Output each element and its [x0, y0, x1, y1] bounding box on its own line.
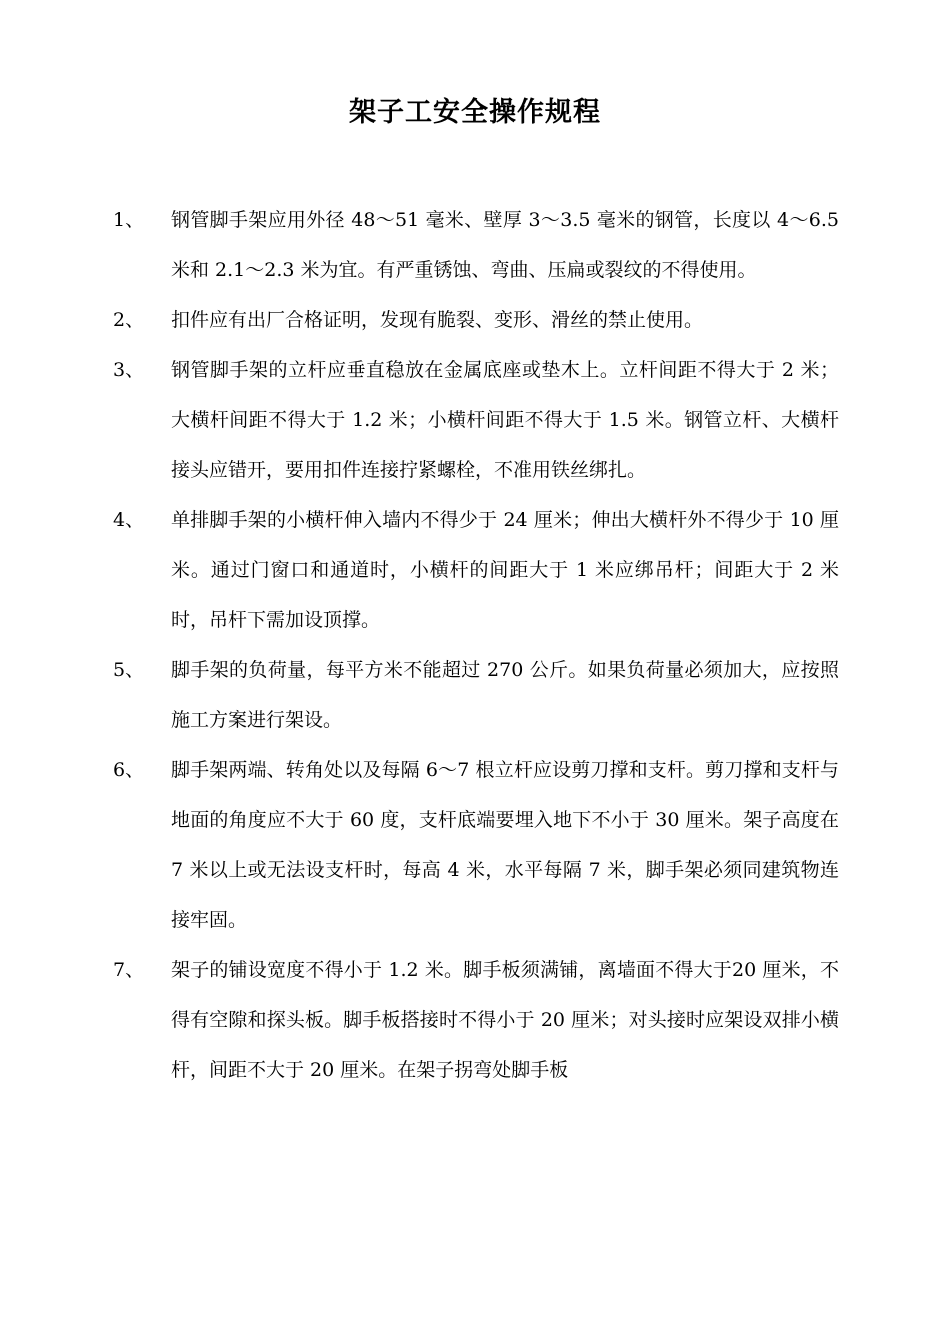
- rule-number: 1、: [113, 209, 145, 231]
- rule-item-5: [0, 645, 950, 745]
- rule-item-6: [0, 745, 950, 945]
- rule-text: 架子的铺设宽度不得小于 1.2 米。脚手板须满铺，离墙面不得大于20 厘米，不得有空隙和探头板。脚手板搭接时不得小于 20 厘米；对头接时应架设双排小横杆，间距不大于 20 厘米。在架子拐弯处脚手板: [171, 959, 839, 1081]
- rules-list: [0, 195, 950, 1095]
- rule-item-4: [0, 495, 950, 645]
- rule-text: 扣件应有出厂合格证明，发现有脆裂、变形、滑丝的禁止使用。: [171, 309, 704, 331]
- document-title: 架子工安全操作规程: [349, 97, 601, 128]
- rule-number: 5、: [113, 659, 145, 681]
- rule-item-3: [0, 345, 950, 495]
- rule-item-2: [0, 295, 950, 345]
- rule-number: 4、: [113, 509, 145, 531]
- rule-number: 7、: [113, 959, 145, 981]
- rule-text: 脚手架两端、转角处以及每隔 6～7 根立杆应设剪刀撑和支杆。剪刀撑和支杆与地面的角度应不大于 60 度，支杆底端要埋入地下不小于 30 厘米。架子高度在 7 米以上或无法设支杆时，每高 4 米，水平每隔 7 米，脚手架必须同建筑物连接牢固。: [171, 759, 839, 931]
- rule-text: 钢管脚手架的立杆应垂直稳放在金属底座或垫木上。立杆间距不得大于 2 米；大横杆间距不得大于 1.2 米；小横杆间距不得大于 1.5 米。钢管立杆、大横杆接头应错开，要用扣件连接拧紧螺栓，不准用铁丝绑扎。: [171, 359, 839, 481]
- rule-number: 2、: [113, 309, 145, 331]
- rule-text: 脚手架的负荷量，每平方米不能超过 270 公斤。如果负荷量必须加大，应按照施工方案进行架设。: [171, 659, 839, 731]
- rule-item-7: [0, 945, 950, 1095]
- rule-number: 6、: [113, 759, 145, 781]
- rule-number: 3、: [113, 359, 145, 381]
- rule-item-1: [0, 195, 950, 295]
- rule-text: 钢管脚手架应用外径 48～51 毫米、壁厚 3～3.5 毫米的钢管，长度以 4～6.5 米和 2.1～2.3 米为宜。有严重锈蚀、弯曲、压扁或裂纹的不得使用。: [171, 209, 839, 281]
- rule-text: 单排脚手架的小横杆伸入墙内不得少于 24 厘米；伸出大横杆外不得少于 10 厘米。通过门窗口和通道时，小横杆的间距大于 1 米应绑吊杆；间距大于 2 米时，吊杆下需加设顶撑。: [171, 509, 839, 631]
